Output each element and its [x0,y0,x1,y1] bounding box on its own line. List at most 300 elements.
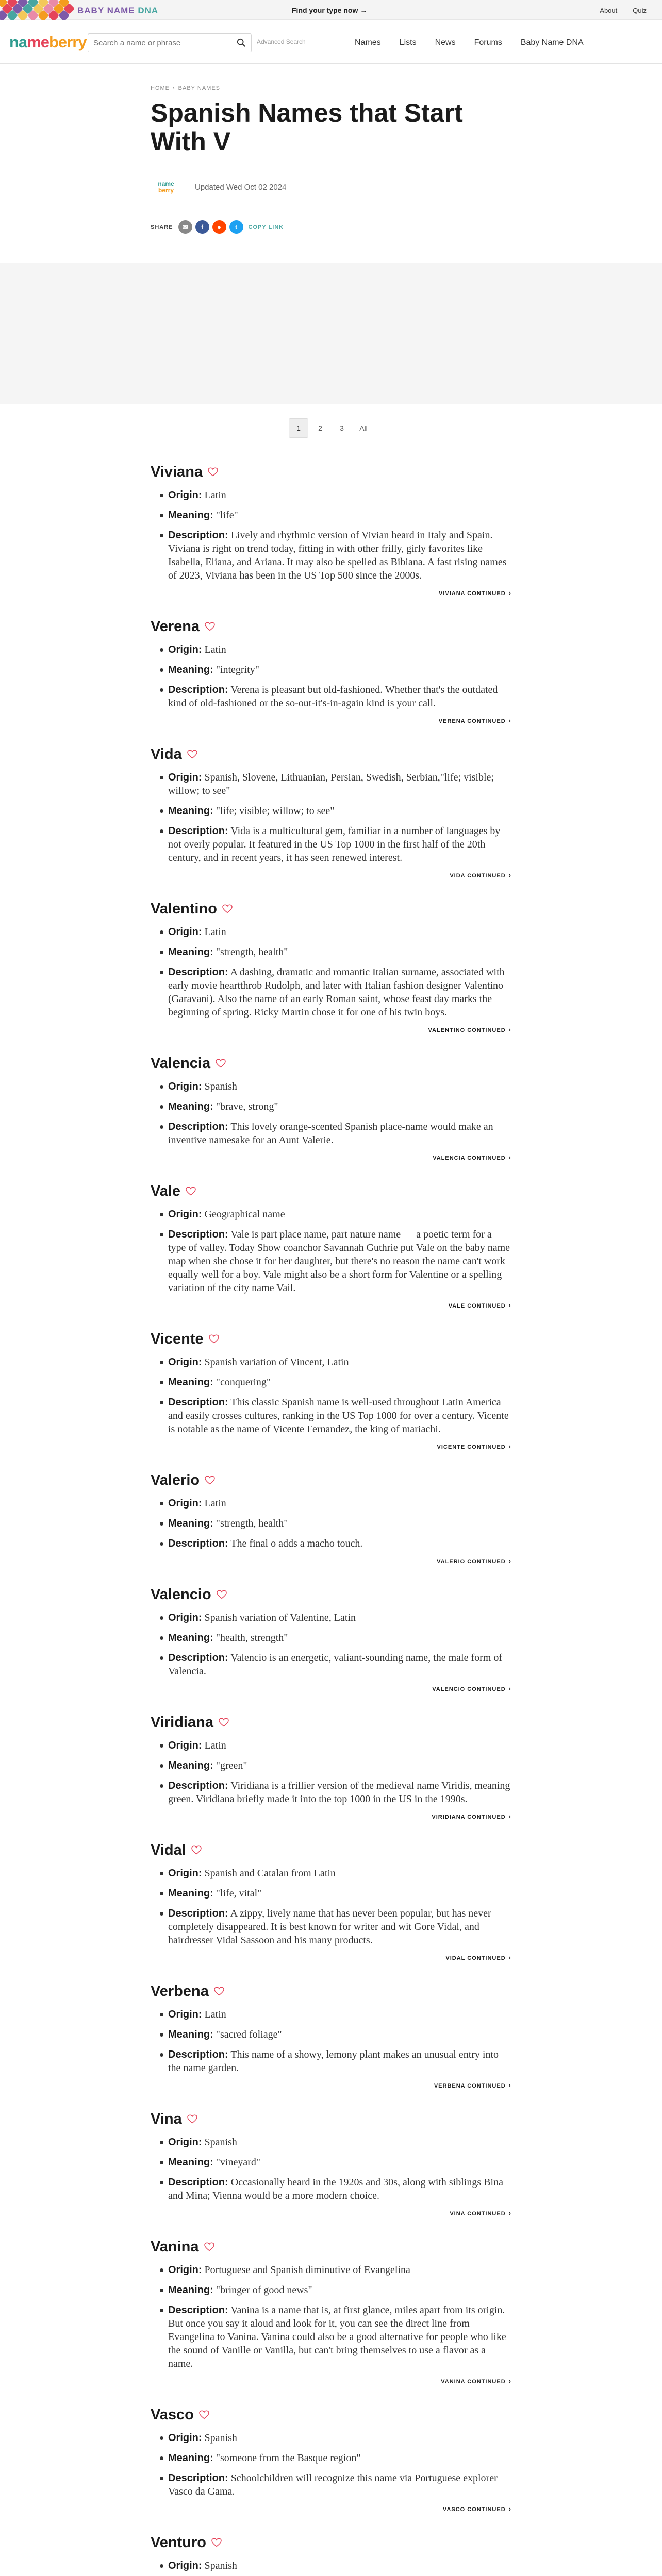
fact-meaning [160,1631,511,1645]
name-entry [151,617,511,724]
name-title[interactable] [151,1713,511,1732]
heart-icon[interactable] [205,1476,215,1485]
fact-meaning [160,2283,511,2297]
fact-value: Geographical name [204,1209,285,1220]
find-your-type-label: Find your type now [292,6,358,14]
top-links [600,7,647,14]
logo-part-me: me [27,33,49,51]
fact-value: Spanish [204,2560,237,2571]
fact-meaning [160,1887,511,1900]
main-nav [355,38,584,47]
fact-value: Latin [204,1740,226,1751]
fact-label: Meaning: [168,2452,213,2464]
fact-origin [160,2008,511,2021]
name-title[interactable] [151,1330,511,1348]
continued-link[interactable] [151,717,511,724]
name-title[interactable] [151,1054,511,1073]
heart-icon[interactable] [187,2114,197,2124]
avatar-text-berry: berry [158,187,174,194]
fact-meaning [160,945,511,959]
fact-value: Spanish [204,2432,237,2444]
name-title[interactable] [151,2405,511,2424]
about-link[interactable]: About [600,7,618,14]
fact-value: Spanish [204,1081,237,1092]
fact-label: Meaning: [168,664,213,675]
name-entry [151,1471,511,1565]
fact-label: Meaning: [168,2029,213,2040]
fact-value: Viridiana is a frillier version of the medieval name Viridis, meaning green. Viridiana briefly made it into the top 1000 in the US in the 1990s. [168,1780,510,1805]
heart-icon[interactable] [199,2410,209,2419]
name-entry [151,2533,511,2576]
heart-icon[interactable] [217,1590,227,1599]
dna-logo-part2: DNA [138,6,159,15]
heart-icon[interactable] [222,904,233,913]
fact-value: "someone from the Basque region" [216,2452,361,2464]
fact-label: Origin: [168,2009,202,2020]
heart-icon[interactable] [208,467,218,477]
nav-forums[interactable]: Forums [474,38,502,47]
name-facts [160,2136,511,2202]
heart-icon[interactable] [211,2538,222,2547]
chevron-right-icon: › [508,2377,511,2385]
fact-label: Description: [168,530,228,541]
fact-origin [160,1867,511,1880]
name-facts [160,2431,511,2498]
fact-value: "conquering" [216,1377,271,1388]
continued-link[interactable] [151,589,511,597]
continued-link[interactable] [151,1812,511,1820]
name-title-text: Vida [151,745,182,762]
site-header [0,20,662,64]
heart-icon[interactable] [216,1059,226,1068]
fact-label: Origin: [168,1498,202,1509]
names-list [151,463,511,2576]
fact-label: Description: [168,1538,228,1549]
fact-label: Origin: [168,1357,202,1368]
fact-description [160,965,511,1019]
name-entry [151,900,511,1033]
fact-label: Origin: [168,489,202,501]
fact-label: Description: [168,2177,228,2188]
fact-meaning [160,804,511,818]
continued-label: VANINA CONTINUED [441,2379,506,2385]
fact-origin [160,1355,511,1369]
twitter-share-icon[interactable]: t [229,220,243,234]
name-title[interactable] [151,1182,511,1200]
name-title-text: Venturo [151,2534,206,2551]
fact-label: Description: [168,1908,228,1919]
continued-label: VICENTE CONTINUED [437,1444,506,1450]
advanced-search-link[interactable]: Advanced Search [257,38,306,45]
email-share-icon[interactable]: ✉ [178,220,192,234]
continued-label: VIRIDIANA CONTINUED [432,1814,506,1820]
fact-meaning [160,509,511,522]
fact-description [160,1120,511,1147]
name-title[interactable] [151,2238,511,2256]
fact-value: "health, strength" [216,1632,288,1643]
name-title[interactable] [151,1585,511,1604]
name-entry [151,2405,511,2513]
logo-part-na: na [9,33,27,51]
fact-value: "sacred foliage" [216,2029,282,2040]
continued-link[interactable] [151,1154,511,1161]
fact-label: Description: [168,1780,228,1791]
name-title-text: Viviana [151,463,203,480]
fact-label: Origin: [168,1612,202,1623]
author-avatar[interactable] [151,175,181,199]
facebook-share-icon[interactable]: f [195,220,209,234]
fact-value: Latin [204,644,226,655]
page-2-link[interactable]: 2 [318,424,322,432]
continued-label: VALENCIA CONTINUED [433,1155,506,1161]
chevron-right-icon: › [508,1301,511,1309]
heart-icon[interactable] [204,2242,214,2251]
fact-value: Valencio is an energetic, valiant-sounding name, the male form of Valencia. [168,1652,503,1677]
fact-value: "bringer of good news" [216,2284,312,2296]
name-title-text: Vanina [151,2238,199,2255]
name-title[interactable] [151,463,511,481]
nav-names[interactable]: Names [355,38,381,47]
quiz-link[interactable]: Quiz [633,7,647,14]
heart-icon[interactable] [187,750,197,759]
continued-link[interactable] [151,1443,511,1450]
fact-description [160,2303,511,2370]
continued-label: VALENTINO CONTINUED [428,1027,506,1033]
name-title-text: Vidal [151,1841,186,1858]
fact-label: Origin: [168,926,202,938]
name-facts [160,1739,511,1806]
continued-label: VALENCIO CONTINUED [432,1686,506,1692]
heart-icon[interactable] [205,622,215,631]
logo-part-berry: berry [49,33,87,51]
fact-description [160,1537,511,1550]
fact-label: Description: [168,2304,228,2316]
name-title-text: Valentino [151,900,217,917]
name-title-text: Vina [151,2110,182,2127]
name-entry [151,1585,511,1692]
heart-icon[interactable] [214,1987,224,1996]
name-facts [160,643,511,710]
heart-icon[interactable] [186,1187,196,1196]
continued-link[interactable] [151,1557,511,1565]
continued-link[interactable] [151,871,511,879]
fact-label: Meaning: [168,1518,213,1529]
continued-link[interactable] [151,1026,511,1033]
fact-origin [160,1497,511,1510]
fact-value: Lively and rhythmic version of Vivian heard in Italy and Spain. Viviana is right on trend today, fitting in with other frilly, girly favorites like Isabella, Eliana, and Ariana. It may also be spelled as Bibiana. A fast rising names of 2023, Viviana has been in the US Top 500 since the 2000s. [168,530,507,581]
page-title: Spanish Names that Start With V [151,98,463,156]
fact-label: Meaning: [168,2157,213,2168]
continued-label: VASCO CONTINUED [442,2506,506,2513]
fact-value: "strength, health" [216,1518,288,1529]
continued-link[interactable] [151,1301,511,1309]
heart-icon[interactable] [191,1845,202,1855]
fact-origin [160,1208,511,1221]
fact-value: Spanish [204,2137,237,2148]
name-entry [151,1982,511,2089]
continued-label: VALERIO CONTINUED [437,1558,506,1565]
fact-label: Description: [168,1121,228,1132]
fact-meaning [160,663,511,676]
fact-value: Vanina is a name that is, at first glance, miles apart from its origin. But once you say it aloud and look for it, you can see the direct line from Evangelina to Vanina. Vanina could also be a good alternative for people who like the sound of Vanille or Vanilla, but can't bring themselves to use a flavor as a name. [168,2304,506,2369]
fact-label: Meaning: [168,510,213,521]
fact-description [160,2471,511,2498]
continued-link[interactable] [151,2377,511,2385]
name-facts [160,1611,511,1678]
fact-value: Portuguese and Spanish diminutive of Evangelina [204,2264,410,2276]
breadcrumb-home[interactable]: HOME [151,85,170,91]
ad-placeholder [0,263,662,404]
fact-label: Origin: [168,772,202,783]
fact-origin [160,2559,511,2572]
name-entry [151,1713,511,1820]
name-facts [160,1208,511,1295]
fact-value: "life; visible; willow; to see" [216,805,335,817]
continued-link[interactable] [151,2081,511,2089]
fact-label: Origin: [168,2264,202,2276]
fact-value: Verena is pleasant but old-fashioned. Whether that's the outdated kind of old-fashioned or the so-out-it's-in-again kind is your call. [168,684,498,709]
fact-value: "strength, health" [216,946,288,958]
name-title[interactable] [151,745,511,764]
name-facts [160,488,511,582]
find-your-type-link[interactable] [292,6,367,14]
pagination [289,418,373,438]
name-title-text: Vicente [151,1330,204,1347]
breadcrumb-separator: › [173,85,175,91]
reddit-share-icon[interactable]: ● [212,220,226,234]
fact-value: Latin [204,2009,226,2020]
nameberry-logo[interactable] [9,33,87,52]
fact-description [160,2176,511,2202]
name-title[interactable] [151,1982,511,2001]
fact-meaning [160,2156,511,2169]
name-title-text: Verena [151,618,200,635]
chevron-right-icon: › [508,1557,511,1565]
fact-value: Spanish variation of Valentine, Latin [204,1612,356,1623]
breadcrumb-baby-names[interactable]: BABY NAMES [178,85,220,91]
fact-origin [160,1611,511,1624]
fact-description [160,1228,511,1295]
page-1-link[interactable]: 1 [289,418,308,438]
fact-value: "brave, strong" [216,1101,278,1112]
fact-label: Origin: [168,1081,202,1092]
name-facts [160,1497,511,1550]
name-facts [160,2559,511,2576]
continued-label: VIDA CONTINUED [450,873,506,879]
heart-icon[interactable] [219,1718,229,1727]
fact-label: Description: [168,2472,228,2484]
fact-label: Description: [168,825,228,837]
fact-meaning [160,1759,511,1772]
name-title[interactable] [151,2110,511,2128]
fact-description [160,1907,511,1947]
fact-value: Schoolchildren will recognize this name via Portuguese explorer Vasco da Gama. [168,2472,498,2497]
fact-label: Origin: [168,644,202,655]
name-facts [160,1355,511,1436]
continued-link[interactable] [151,1685,511,1692]
fact-origin [160,2136,511,2149]
fact-description [160,683,511,710]
name-facts [160,2008,511,2075]
fact-value: "integrity" [216,664,259,675]
continued-label: VALE CONTINUED [448,1303,506,1309]
fact-value: "life, vital" [216,1888,262,1899]
fact-value: Vale is part place name, part nature name — a poetic term for a type of valley. Today Show coanchor Savannah Guthrie put Vale on the baby name map when she chose it for her daughter, but there's no reason the name can't work equally well for a boy. Vale might also be a short form for Valentine or a spelling variation of the city name Vail. [168,1229,510,1294]
name-title-text: Valencio [151,1586,211,1603]
fact-label: Meaning: [168,946,213,958]
breadcrumb [151,85,511,91]
fact-label: Meaning: [168,1888,213,1899]
name-entry [151,745,511,879]
name-entry [151,2238,511,2385]
fact-origin [160,488,511,502]
arrow-right-icon: → [360,6,368,14]
fact-origin [160,2263,511,2277]
fact-value: A dashing, dramatic and romantic Italian surname, associated with early movie heartthrob Rudolph, and later with Italian fashion designer Valentino (Garavani). Also the name of an early Roman saint, whose feast day marks the beginning of spring. Ricky Martin chose it for one of his twin boys. [168,967,505,1018]
continued-label: VERENA CONTINUED [438,718,506,724]
fact-value: Spanish and Catalan from Latin [204,1868,336,1879]
fact-value: The final o adds a macho touch. [230,1538,363,1549]
fact-label: Meaning: [168,1760,213,1771]
fact-label: Description: [168,1229,228,1240]
fact-label: Meaning: [168,805,213,817]
fact-label: Meaning: [168,1101,213,1112]
name-title-text: Verbena [151,1982,209,1999]
fact-value: Latin [204,1498,226,1509]
article-header [151,85,511,234]
chevron-right-icon: › [508,2081,511,2089]
chevron-right-icon: › [508,1954,511,1961]
fact-label: Origin: [168,2137,202,2148]
continued-label: VERBENA CONTINUED [434,2083,506,2089]
search-input[interactable] [88,39,227,47]
heart-icon[interactable] [209,1334,219,1344]
fact-description [160,1651,511,1678]
copy-link-button[interactable]: COPY LINK [248,224,284,230]
fact-meaning [160,2451,511,2465]
fact-label: Meaning: [168,2284,213,2296]
fact-description [160,824,511,865]
dna-logo-part1: BABY NAME [77,6,135,15]
fact-label: Description: [168,1397,228,1408]
fact-value: Occasionally heard in the 1920s and 30s, along with siblings Bina and Mina; Vienna would be a more modern choice. [168,2177,503,2201]
fact-meaning [160,1100,511,1113]
fact-label: Meaning: [168,1377,213,1388]
chevron-right-icon: › [508,1685,511,1692]
name-title[interactable] [151,1471,511,1489]
chevron-right-icon: › [508,871,511,879]
page-all-link[interactable]: All [359,424,368,432]
continued-link[interactable] [151,2209,511,2217]
name-facts [160,2263,511,2370]
fact-label: Description: [168,2049,228,2060]
name-title[interactable] [151,617,511,636]
fact-value: Latin [204,926,226,938]
chevron-right-icon: › [508,1812,511,1820]
name-facts [160,1867,511,1947]
nav-lists[interactable]: Lists [399,38,417,47]
name-title[interactable] [151,900,511,918]
nav-baby-name-dna[interactable]: Baby Name DNA [520,38,584,47]
fact-meaning [160,2028,511,2041]
name-title[interactable] [151,2533,511,2552]
name-entry [151,1841,511,1961]
name-entry [151,1330,511,1450]
fact-origin [160,771,511,798]
fact-label: Origin: [168,1209,202,1220]
search-icon[interactable] [237,38,246,47]
continued-link[interactable] [151,2505,511,2513]
name-title-text: Vale [151,1182,181,1199]
avatar-text-name: name [158,180,174,188]
fact-value: This name of a showy, lemony plant makes an unusual entry into the name garden. [168,2049,499,2074]
chevron-right-icon: › [508,2209,511,2217]
continued-label: VIDAL CONTINUED [445,1955,506,1961]
fact-label: Origin: [168,2432,202,2444]
baby-name-dna-logo[interactable] [77,6,158,16]
fact-label: Meaning: [168,1632,213,1643]
name-entry [151,463,511,597]
chevron-right-icon: › [508,2505,511,2513]
fact-value: This lovely orange-scented Spanish place-name would make an inventive namesake for an Aunt Valerie. [168,1121,493,1146]
search-box [88,33,252,52]
name-entry [151,1054,511,1161]
chevron-right-icon: › [508,1154,511,1161]
fact-value: This classic Spanish name is well-used throughout Latin America and easily crosses cultures, ranking in the US Top 1000 for over a century. Vicente is notable as the name of Vicente Fernandez, the king of mariachi. [168,1397,509,1435]
continued-label: VIVIANA CONTINUED [439,590,506,597]
name-entry [151,2110,511,2217]
continued-link[interactable] [151,1954,511,1961]
fact-label: Description: [168,1652,228,1664]
share-label: SHARE [151,224,173,230]
fact-value: Spanish variation of Vincent, Latin [204,1357,349,1368]
fact-label: Origin: [168,2560,202,2571]
updated-date: Updated Wed Oct 02 2024 [195,182,287,192]
name-title[interactable] [151,1841,511,1859]
share-row [151,220,511,234]
page-3-link[interactable]: 3 [340,424,344,432]
continued-label: VINA CONTINUED [450,2211,506,2217]
name-facts [160,925,511,1019]
fact-value: "vineyard" [216,2157,261,2168]
top-promo-bar [0,0,662,20]
fact-meaning [160,1517,511,1530]
chevron-right-icon: › [508,1026,511,1033]
fact-label: Description: [168,967,228,978]
fact-label: Origin: [168,1740,202,1751]
fact-value: Latin [204,489,226,501]
fact-value: A zippy, lively name that has never been popular, but has never completely disappeared. It is best known for writer and wit Gore Vidal, and hairdresser Vidal Sassoon and his many products. [168,1908,491,1946]
fact-value: Spanish, Slovene, Lithuanian, Persian, Swedish, Serbian,"life; visible; willow; to see" [168,772,494,796]
chevron-right-icon: › [508,589,511,597]
fact-origin [160,925,511,939]
name-facts [160,1080,511,1147]
chevron-right-icon: › [508,717,511,724]
fact-value: "life" [216,510,238,521]
fact-description [160,2048,511,2075]
name-title-text: Vasco [151,2406,194,2423]
name-facts [160,771,511,865]
author-row [151,175,511,199]
chevron-right-icon: › [508,1443,511,1450]
fact-value: "green" [216,1760,247,1771]
fact-origin [160,1080,511,1093]
name-entry [151,1182,511,1309]
fact-origin [160,643,511,656]
nav-news[interactable]: News [435,38,456,47]
fact-label: Origin: [168,1868,202,1879]
name-title-text: Viridiana [151,1714,213,1731]
